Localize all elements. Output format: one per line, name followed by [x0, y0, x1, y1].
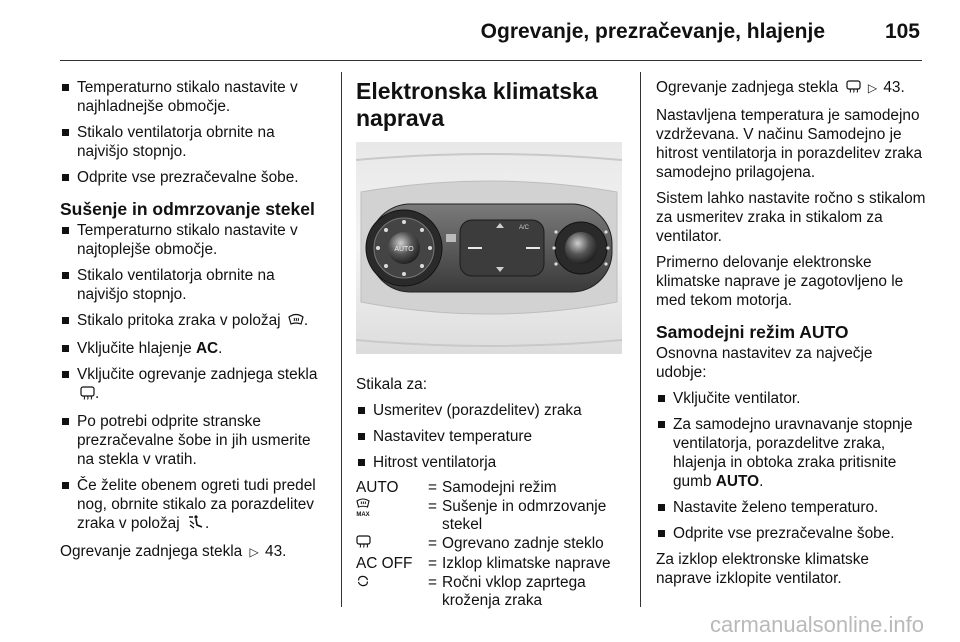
list-item: Stikalo ventilatorja obrnite na najvišjo stopnjo.	[60, 266, 330, 304]
legend-equals: =	[428, 574, 437, 591]
rear-window-heat-icon	[80, 386, 95, 405]
list-item-text: Za samodejno uravnavanje stopnje ventilatorja, porazdelitve zraka, hlajenja in obtoka zraka pritisnite gumb	[673, 416, 913, 490]
list-item: Če želite obenem ogreti tudi predel nog, obrnite stikalo za porazdelitev zraka v položaj .	[60, 476, 330, 535]
legend-row	[356, 574, 628, 611]
page-header-title: Ogrevanje, prezračevanje, hlajenje	[480, 20, 825, 43]
legend-row	[356, 555, 628, 574]
air-distribution-feet-windshield-icon	[187, 515, 205, 535]
paragraph: Za izklop elektronske klimatske naprave izklopite ventilator.	[656, 551, 869, 587]
legend-desc: Ogrevano zadnje steklo	[442, 535, 604, 552]
list-item: Vključite ogrevanje zadnjega stekla .	[60, 365, 330, 405]
windshield-defrost-icon	[288, 313, 304, 332]
photo-auto-label: AUTO	[394, 246, 414, 253]
paragraph: Sistem lahko nastavite ročno s stikalom za usmeritev zraka in stikalom za ventilator.	[656, 190, 926, 245]
legend-key	[356, 574, 428, 611]
column-divider-2	[640, 72, 641, 607]
legend-key	[356, 535, 428, 555]
list-item: Vključite hlajenje AC.	[60, 339, 330, 358]
legend-equals: =	[428, 535, 437, 552]
list-item: Nastavitev temperature	[356, 427, 628, 446]
ac-label: AC	[195, 340, 219, 357]
legend-desc: Samodejni režim	[442, 479, 557, 496]
cross-reference-text: Ogrevanje zadnjega stekla	[60, 543, 243, 560]
list-item: Hitrost ventilatorja	[356, 453, 628, 472]
paragraph: Osnovna nastavitev za največje udobje:	[656, 345, 873, 381]
cross-reference-page: 43.	[883, 79, 905, 96]
section-title-auto: Samodejni režim AUTO	[656, 322, 849, 342]
column-middle	[356, 78, 628, 611]
header-divider	[60, 60, 922, 61]
legend-equals: =	[428, 498, 437, 515]
paragraph: Primerno delovanje elektronske klimatske naprave je zagotovljeno le med tekom motorja.	[656, 254, 904, 309]
bullet-list-auto	[656, 389, 926, 543]
section-title-climate: Elektronska klimatska naprava	[356, 78, 598, 131]
column-divider-1	[341, 72, 342, 607]
column-left	[60, 78, 330, 569]
list-item: Vključite ventilator.	[656, 389, 926, 408]
list-item: Stikalo pritoka zraka v položaj .	[60, 311, 330, 332]
bullet-list-defrost	[60, 221, 330, 535]
auto-label: AUTO	[715, 473, 760, 490]
cross-reference	[60, 542, 330, 562]
list-item: Temperaturno stikalo nastavite v najhladnejše območje.	[60, 78, 330, 116]
windshield-max-icon	[356, 498, 370, 519]
list-item: Odprite vse prezračevalne šobe.	[60, 168, 330, 187]
legend-desc: Sušenje in odmrzovanje stekel	[442, 498, 607, 533]
cross-reference-text: Ogrevanje zadnjega stekla	[656, 79, 839, 96]
rear-window-heat-icon	[846, 80, 861, 99]
list-item-text: Vključite ogrevanje zadnjega stekla	[77, 366, 318, 383]
paragraph: Nastavljena temperatura je samodejno vzdrževana. V načinu Samodejno je hitrost ventilatorja in porazdelitev zraka samodejno prilagojena.	[656, 107, 923, 181]
max-label: MAX	[356, 512, 370, 518]
list-item-text: Če želite obenem ogreti tudi predel nog, obrnite stikalo za porazdelitev zraka v položaj	[77, 477, 316, 532]
list-item: Usmeritev (porazdelitev) zraka	[356, 401, 628, 420]
legend-key: AC OFF	[356, 555, 413, 572]
switches-list	[356, 401, 628, 472]
legend-row	[356, 479, 628, 498]
switches-intro: Stikala za:	[356, 376, 428, 393]
legend-key: AUTO	[356, 479, 399, 496]
legend-row	[356, 498, 628, 535]
list-item-text: Stikalo pritoka zraka v položaj	[77, 312, 281, 329]
photo-ac-label: A/C	[518, 225, 530, 231]
list-item-text: Vključite hlajenje	[77, 340, 192, 357]
legend-key	[356, 498, 428, 535]
legend-row	[356, 535, 628, 555]
watermark: carmanualsonline.info	[709, 612, 924, 637]
legend-desc: Ročni vklop zaprtega kroženja zraka	[442, 574, 586, 609]
list-item: Za samodejno uravnavanje stopnje ventilatorja, porazdelitve zraka, hlajenja in obtoka zraka pritisnite gumb AUTO.	[656, 415, 926, 491]
climate-control-panel-photo	[356, 142, 622, 354]
column-right	[656, 78, 926, 595]
section-title-defrost: Sušenje in odmrzovanje stekel	[60, 199, 315, 219]
list-item: Stikalo ventilatorja obrnite na najvišjo stopnjo.	[60, 123, 330, 161]
cross-reference	[656, 78, 926, 99]
legend-equals: =	[428, 555, 437, 572]
list-item: Temperaturno stikalo nastavite v najtoplejše območje.	[60, 221, 330, 259]
list-item: Po potrebi odprite stranske prezračevalne šobe in jih usmerite na stekla v vratih.	[60, 412, 330, 469]
cross-reference-page: 43.	[265, 543, 287, 560]
legend-equals: =	[428, 479, 437, 496]
legend-desc: Izklop klimatske naprave	[442, 555, 611, 572]
page-ref-arrow-icon: ▷	[249, 545, 259, 559]
bullet-list-cooling	[60, 78, 330, 187]
symbol-legend	[356, 479, 628, 611]
recirculation-icon	[356, 575, 370, 592]
rear-window-heat-icon	[356, 536, 371, 553]
list-item: Odprite vse prezračevalne šobe.	[656, 524, 926, 543]
page-ref-arrow-icon: ▷	[867, 81, 878, 95]
page-number: 105	[884, 20, 920, 43]
list-item: Nastavite želeno temperaturo.	[656, 498, 926, 517]
